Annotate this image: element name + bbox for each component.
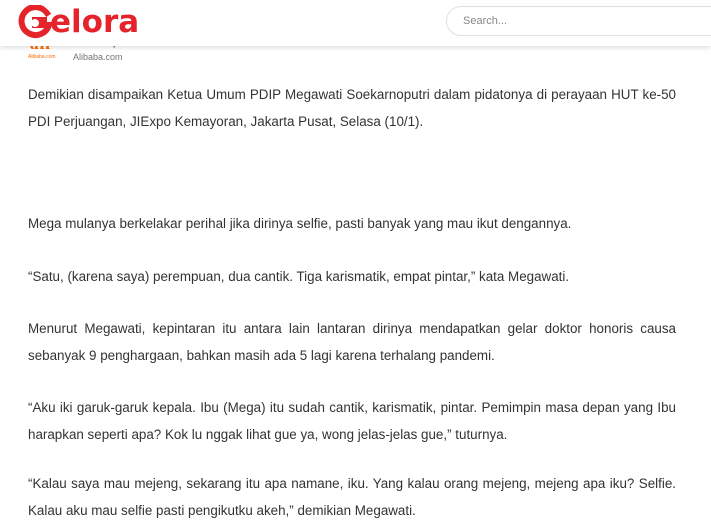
search-input[interactable] bbox=[463, 15, 703, 27]
article-paragraph: Demikian disampaikan Ketua Umum PDIP Megawati Soekarnoputri dalam pidatonya di perayaan HUT ke-50 PDI Perjuangan, JIExpo Kemayoran, Jakarta Pusat, Selasa (10/1). bbox=[28, 87, 676, 129]
logo-text: elora bbox=[50, 4, 140, 40]
article-paragraph: Menurut Megawati, kepintaran itu antara lain lantaran dirinya mendapatkan gelar doktor honoris causa sebanyak 9 penghargaan, bahkan masih ada 5 lagi karena terhalang pandemi. bbox=[28, 321, 676, 363]
gelora-g-logo-icon bbox=[18, 5, 52, 39]
article-paragraph: “Kalau saya mau mejeng, sekarang itu apa namane, iku. Yang kalau orang mejeng, mejeng apa iku? Selfie. Kalau aku mau selfie pasti pengikutku akeh,” demikian Megawati. bbox=[28, 476, 676, 518]
search-box[interactable] bbox=[446, 6, 711, 36]
article-paragraph: Mega mulanya berkelakar perihal jika dirinya selfie, pasti banyak yang mau ikut dengannya. bbox=[28, 216, 572, 231]
article-paragraph: “Aku iki garuk-garuk kepala. Ibu (Mega) itu sudah cantik, karismatik, pintar. Pemimpin masa depan yang Ibu harapkan seperti apa? Kok lu nggak lihat gue ya, wong jelas-jelas gue,” tuturnya. bbox=[28, 400, 676, 442]
alibaba-logo-label: Alibaba.com bbox=[28, 54, 56, 60]
ad-domain[interactable]: Alibaba.com bbox=[73, 52, 123, 62]
gelora-logo[interactable] bbox=[18, 2, 139, 42]
article-paragraph: “Satu, (karena saya) perempuan, dua cantik. Tiga karismatik, empat pintar,” kata Megawati. bbox=[28, 269, 570, 284]
site-header bbox=[0, 0, 711, 46]
